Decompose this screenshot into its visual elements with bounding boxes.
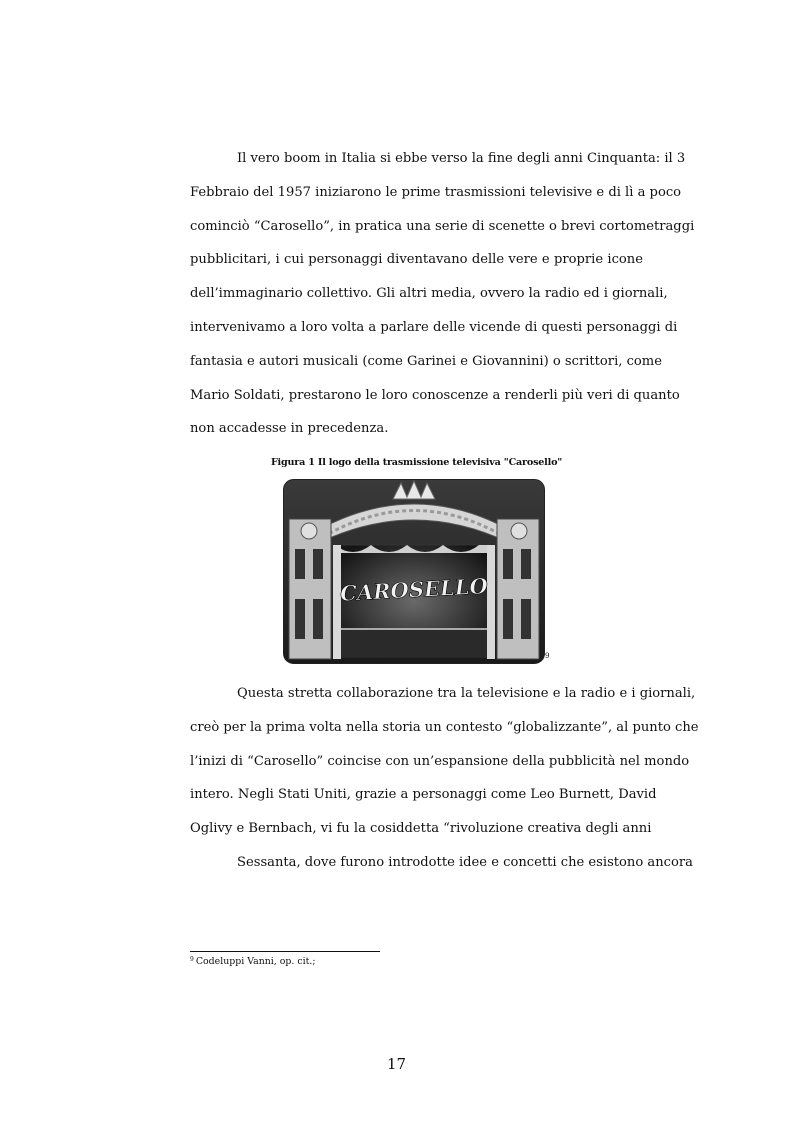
footnote bbox=[190, 956, 316, 967]
paragraph-2-line: Oglivy e Bernbach, vi fu la cosiddetta “rivoluzione creativa degli anni bbox=[190, 821, 652, 837]
paragraph-1-line: Il vero boom in Italia si ebbe verso la fine degli anni Cinquanta: il 3 bbox=[237, 151, 686, 166]
paragraph-2-line: intero. Negli Stati Uniti, grazie a personaggi come Leo Burnett, David bbox=[190, 787, 657, 803]
paragraph-2-continuation: Sessanta, dove furono introdotte idee e concetti che esistono ancora bbox=[237, 854, 693, 870]
page-number: 17 bbox=[386, 1055, 407, 1073]
paragraph-2-line: creò per la prima volta nella storia un contesto “globalizzante”, al punto che bbox=[190, 719, 699, 735]
paragraph-1 bbox=[190, 142, 695, 446]
paragraph-1-line: Mario Soldati, prestarono le loro conoscenze a renderli più veri di quanto bbox=[190, 387, 680, 403]
paragraph-1-line: dell’immaginario collettivo. Gli altri media, ovvero la radio ed i giornali, bbox=[190, 286, 668, 302]
paragraph-2-line: Questa stretta collaborazione tra la televisione e la radio e i giornali, bbox=[237, 686, 696, 701]
paragraph-1-line: fantasia e autori musicali (come Garinei e Giovannini) o scrittori, come bbox=[190, 353, 662, 369]
paragraph-2-line: l’inizi di “Carosello” coincise con un’espansione della pubblicità nel mondo bbox=[190, 753, 690, 769]
paragraph-1-line: pubblicitari, i cui personaggi diventavano delle vere e proprie icone bbox=[190, 252, 643, 268]
footnote-divider bbox=[190, 951, 380, 952]
paragraph-1-line: intervenivamo a loro volta a parlare delle vicende di questi personaggi di bbox=[190, 319, 678, 335]
footnote-number: 9 bbox=[190, 956, 194, 963]
figure-caption: Figura 1 Il logo della trasmissione televisiva "Carosello" bbox=[270, 457, 563, 468]
paragraph-1-line: cominciò “Carosello”, in pratica una serie di scenette o brevi cortometraggi bbox=[190, 218, 695, 234]
paragraph-1-line: non accadesse in precedenza. bbox=[190, 421, 389, 437]
carosello-logo-image bbox=[283, 479, 545, 664]
figure-footnote-marker: 9 bbox=[545, 652, 550, 660]
paragraph-2 bbox=[190, 677, 699, 880]
paragraph-1-line: Febbraio del 1957 iniziarono le prime trasmissioni televisive e di lì a poco bbox=[190, 184, 682, 200]
footnote-text: Codeluppi Vanni, op. cit.; bbox=[195, 956, 316, 967]
carosello-logo-text: CAROSELLO bbox=[339, 573, 489, 606]
